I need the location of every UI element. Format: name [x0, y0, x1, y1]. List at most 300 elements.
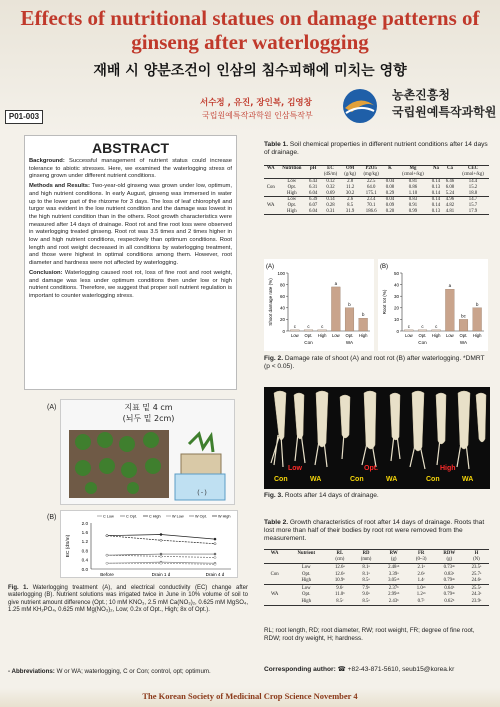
y-tick-label: 50 [393, 270, 399, 276]
t1-unit-cell: (dS/m) [320, 172, 341, 178]
roots-label-con-1: Con [274, 476, 288, 483]
y-tick-label: 80 [279, 282, 285, 288]
table-cell: 6.08 [445, 184, 455, 190]
poster-title-en: Effects of nutritional statues on damage patterns of ginseng after waterlogging [20, 6, 480, 54]
legend-label: W High [218, 514, 231, 519]
table-cell: 9.6ᶜ [327, 584, 352, 591]
t1-header-cell: pH [306, 166, 320, 172]
legend-label: W Opt. [195, 514, 207, 519]
table-row [264, 592, 489, 599]
table-cell: 1.10 [408, 190, 418, 196]
table1-caption-label: Table 1. [264, 141, 289, 148]
bar [404, 330, 413, 331]
table-cell: 6.43 [308, 178, 318, 184]
series-point [214, 553, 216, 555]
series-point [214, 563, 216, 565]
table-cell: 6.31 [308, 184, 318, 190]
table-cell: 2.37ᵇ [380, 584, 408, 591]
table-cell: 0.62ᵇ [435, 598, 464, 605]
fig1-panel-b-label: (B) [47, 514, 57, 521]
photo-label-rhizome: (뇌두 밑 2cm) [122, 414, 175, 423]
table-cell: 0.14 [431, 203, 441, 209]
y-axis-label: Root rot (%) [382, 289, 387, 315]
footer-text: The Korean Society of Medicinal Crop Science November 4 [142, 691, 358, 701]
waterlogging-photo [60, 399, 235, 505]
poster-header [0, 0, 500, 134]
x-tick-label: Low [404, 333, 413, 338]
table-cell: 23.4 [359, 196, 383, 202]
table-cell: 5.24 [445, 190, 455, 196]
significance-letter: b [475, 301, 479, 307]
t1-header-cell: OM [341, 166, 360, 172]
fig1-ec-chart [60, 510, 238, 578]
table-row [264, 564, 489, 571]
table-cell: 0.79ᵃᵇ [443, 592, 455, 598]
table-cell: 2.8 [347, 178, 354, 184]
abbreviations-label: - Abbreviations: [8, 668, 55, 675]
table-cell: High [301, 578, 312, 584]
table-cell: 186.6 [359, 208, 383, 214]
t1-header-cell: Nutrition [278, 166, 307, 172]
table-cell: 6.04 [308, 190, 318, 196]
table-cell: 8.5ᵃ [362, 578, 370, 584]
poster-footer [0, 688, 500, 707]
x-group-label: WA [459, 340, 468, 345]
table-cell: 1.2ᵃᵇ [416, 592, 426, 598]
table-cell: High [287, 190, 297, 196]
table1-caption [264, 141, 489, 157]
abbreviations [8, 668, 248, 675]
significance-letter: bc [461, 313, 466, 319]
series-point [106, 535, 108, 537]
table-cell: 0.32 [326, 184, 335, 190]
bar [331, 287, 340, 331]
series-point [160, 553, 162, 555]
table-cell: 22.5 [366, 178, 376, 184]
roots-label-wa-2: WA [386, 476, 398, 483]
t2-unit-cell: (0~3) [408, 557, 435, 564]
bar [290, 330, 299, 331]
table-cell: 8.5ᵃ [353, 598, 380, 605]
table-cell: 0.69 [326, 190, 335, 196]
t2-unit-cell: (g) [380, 557, 408, 564]
y-tick-label: 100 [277, 270, 285, 276]
y-tick-label: 20 [393, 305, 399, 311]
abstract-methods [29, 183, 232, 268]
series-point [160, 539, 162, 541]
table-cell: 0.81 [408, 178, 418, 184]
table-row [264, 598, 489, 605]
table-cell: 0.64ᵇ [435, 584, 464, 591]
t1-header-cell: WA [264, 166, 278, 172]
significance-letter: c [421, 323, 424, 329]
fig2-chart-a-svg [264, 259, 374, 351]
fig2-caption [264, 355, 489, 371]
t1-header-cell: K [383, 166, 397, 172]
series-point [106, 554, 108, 556]
y-tick-label: 30 [393, 294, 399, 299]
roots-label-con-3: Con [426, 476, 440, 483]
roots-label-high: High [440, 465, 456, 472]
abstract-background [29, 158, 232, 181]
fig2-caption-label: Fig. 2. [264, 355, 284, 362]
y-tick-label: 10 [393, 317, 399, 323]
t2-unit-cell: (cm) [327, 557, 352, 564]
t2-unit-cell: (mm) [353, 557, 380, 564]
bar [418, 330, 427, 331]
table-cell: 6.46 [445, 178, 455, 184]
bar [473, 308, 482, 331]
y-tick-label: 1.6 [81, 530, 88, 535]
table-cell: 0.12 [326, 178, 335, 184]
table-cell: 0.09 [385, 203, 395, 209]
table-cell: 0.73ᵃᵇ [443, 564, 455, 570]
x-tick-label: Opt. [418, 333, 427, 338]
abstract-conclusion-head: Conclusion: [29, 269, 63, 276]
t2-header-cell: RW [380, 550, 408, 557]
y-tick-label: 60 [279, 294, 285, 299]
t2-header-cell: H [464, 550, 489, 557]
fig1-caption-text: Waterlogging treatment (A), and electrical conductivity (EC) change after waterlogging (B). Nutrient solutions was irrigated twice in June in 10% volume of soil to give nutrient amount difference (Opt.; 10 mM KNO₃, 2.5 mM Ca(NO₃)₂, 0.625 mM MgSO₄, 1.25 mM KH₂PO₄, 0.625 mM Mg(NO₃)₂, Low; 0.2x of Opt., High; 8x of Opt.). [8, 585, 248, 613]
table-cell: 0.14 [429, 196, 443, 202]
x-tick-label: High [317, 333, 327, 338]
org-name-2: 국립원예특작과학원 [392, 105, 497, 119]
x-group-label: Con [304, 340, 313, 345]
poster-title-kr: 재배 시 양분조건이 인삼의 침수피해에 미치는 영향 [93, 63, 407, 79]
x-tick-label: Opt. [345, 333, 354, 338]
fig1-panel-a-label: (A) [47, 404, 57, 411]
table-cell: 2.43ᵇ [380, 598, 408, 605]
bar [359, 318, 368, 331]
table-cell: Opt. [302, 571, 311, 577]
table-cell [264, 208, 278, 214]
bar [304, 330, 313, 331]
significance-letter: c [293, 323, 296, 329]
table-cell: 0.20 [383, 208, 397, 214]
series-point [106, 562, 108, 564]
x-tick-label: Opt. [459, 333, 468, 338]
table-cell: 18.8 [468, 190, 478, 196]
y-tick-label: 0 [282, 328, 285, 334]
table-cell: 2.6 [341, 196, 360, 202]
x-tick-label: Low [290, 333, 299, 338]
affiliation: 국립원예특작과학원 인삼특작부 [202, 111, 313, 120]
abstract-background-text: Successful management of nutrient status could increase tolerance to abiotic stresses. Here, we examined the waterlogging stress of ginseng grown under different nutrient conditions. [29, 158, 232, 180]
table-cell: 175.1 [365, 190, 377, 196]
series-point [214, 543, 216, 545]
series-point [214, 556, 216, 558]
table-row [264, 577, 489, 584]
roots-label-wa-1: WA [310, 476, 322, 483]
x-group-label: WA [345, 340, 354, 345]
bar [318, 330, 327, 331]
table-cell: 8.5ᶜ [327, 598, 352, 605]
abstract-background-head: Background: [29, 158, 65, 164]
table-cell [264, 577, 285, 584]
table-cell: 0.79ᵃᵇ [443, 578, 455, 584]
t2-header-cell: WA [264, 550, 285, 557]
table-cell [264, 564, 285, 571]
series-point [160, 555, 162, 557]
abstract-methods-head: Methods and Results: [29, 183, 90, 190]
table-row [264, 208, 489, 214]
x-tick-label: Opt. [304, 333, 313, 338]
x-tick-label: High [472, 333, 482, 338]
table-cell: Opt. [287, 184, 297, 190]
table-cell: 10.9ᵇ [334, 578, 345, 584]
t2-header-cell: RD [353, 550, 380, 557]
table-cell: 9.0ᵃ [362, 592, 370, 598]
table-cell: 7.9ᵃ [353, 584, 380, 591]
bar [345, 308, 354, 331]
x-group-label: Con [418, 340, 427, 345]
significance-letter: a [334, 280, 338, 286]
significance-letter: c [435, 323, 438, 329]
t2-header-cell: RDW [435, 550, 464, 557]
x-tick-label: High [358, 333, 368, 338]
significance-letter: a [448, 283, 452, 289]
table-cell: 0.14 [320, 196, 341, 202]
t1-header-cell: CEC [457, 166, 489, 172]
table-cell: 12.6ᵃ [334, 564, 345, 570]
table2-note: RL; root length, RD; root diameter, RW; root weight, FR; degree of fine root, RDW; root dry weight, H; hardness. [264, 627, 475, 642]
table-cell: Con [270, 571, 279, 577]
fig2-chart-a [264, 259, 374, 351]
t1-unit-cell: (cmol+/kg) [457, 172, 489, 178]
table-cell: Opt. [287, 203, 297, 209]
fig2-chart-b-svg [378, 259, 488, 351]
t1-unit-cell: (mg/kg) [359, 172, 383, 178]
y-axis-label: Shoot damage rate (%) [268, 278, 273, 326]
table-row [264, 571, 489, 578]
table-cell: Opt. [302, 592, 311, 598]
table-cell: 30.2 [345, 190, 355, 196]
org-name-1: 농촌진흥청 [392, 88, 450, 102]
t2-header-cell: RL [327, 550, 352, 557]
fig2-caption-text: Damage rate of shoot (A) and root rot (B) after waterlogging. *DMRT (p < 0.05). [264, 355, 485, 370]
table-cell: 15.7 [468, 203, 478, 209]
table-cell: 24.3ᵃ [471, 592, 482, 598]
table-cell: 0.91 [408, 203, 418, 209]
t1-header-cell: Na [429, 166, 443, 172]
table-cell: Low [285, 584, 327, 591]
x-tick-label: Drain 1 d [151, 572, 171, 577]
table-cell: 0.83ᵃ [444, 571, 455, 577]
corresponding-author [264, 665, 494, 673]
table2-caption-label: Table 2. [264, 519, 289, 526]
t2-unit-cell: (N) [464, 557, 489, 564]
table-cell: 0.28 [326, 203, 335, 209]
abstract-section [24, 135, 237, 390]
roots-bottom-labels [264, 476, 490, 488]
poster-id-badge: P01-003 [5, 110, 43, 124]
table-cell: 0.7ᶜ [408, 598, 435, 605]
table-cell: 0.04 [383, 196, 397, 202]
table-cell: 0.86 [408, 184, 418, 190]
t1-header-cell: Mg [397, 166, 429, 172]
table-cell: 0.04 [385, 178, 395, 184]
abbreviations-text: W or WA; waterlogging, C or Con; control, opt; optimum. [54, 668, 211, 675]
table-cell: 31.9 [341, 208, 360, 214]
abstract-conclusion [29, 270, 232, 301]
t2-header-cell: FR [408, 550, 435, 557]
x-tick-label: Before [100, 572, 114, 577]
fig1-ec-chart-svg [61, 511, 239, 579]
table-row [264, 584, 489, 591]
panel-label: (A) [266, 264, 274, 270]
table-cell: 1.0ᵃᵇ [408, 584, 435, 591]
table-cell: 14.7 [457, 196, 489, 202]
table2-root-growth [264, 549, 489, 606]
t2-unit-cell: (g) [435, 557, 464, 564]
t2-unit-cell [285, 557, 327, 564]
table2-caption [264, 519, 489, 543]
table-cell: 12.6ᵃ [334, 571, 345, 577]
significance-letter: c [321, 323, 324, 329]
table1-caption-text: Soil chemical properties in different nutrient conditions after 14 days of drainage. [264, 141, 488, 156]
table-cell: 8.5 [347, 203, 354, 209]
table-cell: Low [287, 178, 297, 184]
roots-label-opt: Opt. [364, 465, 378, 472]
table-cell: 8.1ᵃ [362, 571, 370, 577]
contact-value: ☎ +82-43-871-5610, seub15@korea.kr [335, 666, 455, 673]
series-point [214, 538, 216, 540]
t2-unit-cell [264, 557, 285, 564]
t1-unit-cell: (g/kg) [341, 172, 360, 178]
table-cell: 4.96 [443, 196, 457, 202]
authors: 서수정 , 유진, 장인복, 김영창 [200, 98, 312, 108]
t1-unit-cell: (cmol+/kg) [397, 172, 429, 178]
table-cell: 17.9 [457, 208, 489, 214]
table-cell: 0.13 [431, 184, 441, 190]
table-cell: 23.9ᵃ [464, 598, 489, 605]
table-cell: 6.04 [306, 208, 320, 214]
table-cell: 11.2 [346, 184, 355, 190]
fig2-chart-b [378, 259, 488, 351]
table-cell: Con [266, 184, 275, 190]
table-cell: 3.05ᵃᵇ [388, 578, 400, 584]
table-cell: 24.6ᵃ [471, 578, 482, 584]
abstract-methods-text: Two-year-old ginseng was grown under low, optimum, and high nutrient conditions. In early August, ginseng was immersed in water up to the lower part of the rhizome for 3 days. The loss of leaf chlorophyll and turgor was evident in the low nutrient condition and the damage was lowest in the high nutrient condition than in the others. Root growth characteristics were measured after 14 days of drainage. Root rot and fine root loss were observed in waterlogging treated ginseng. Root rot was 3.5 times and 2 times higher in low and high nutrient conditions, respectively than optimum conditions. Root length and root weight decreased in all conditions by waterlogging treatment, and those were highest in optimal conditions among them. However, root diameter and hardness were not affected by waterlogging. [29, 183, 232, 267]
x-tick-label: Drain 4 d [205, 572, 225, 577]
abstract-conclusion-text: Waterlogging caused root rot, loss of fine root and root weight, and damage was less under optimum conditions then under low or high nutrient conditions. Therefore, we suggest that proper soil nutrient regulation is important to counter waterlogging stress. [29, 269, 232, 299]
table-cell: 8.1ᵃ [362, 564, 370, 570]
legend-label: C High [149, 514, 161, 519]
series-point [160, 562, 162, 564]
table-cell: 1.4ᶜ [417, 578, 425, 584]
table-cell: 0.08 [385, 184, 395, 190]
photo-label-minus: ( - ) [197, 490, 207, 496]
table-cell: 0.14 [431, 190, 441, 196]
roots-label-con-2: Con [350, 476, 364, 483]
table-cell: 11.0ᵇ [334, 592, 345, 598]
table-cell: 0.99 [397, 208, 429, 214]
bar [432, 330, 441, 331]
y-tick-label: 0.8 [81, 548, 88, 554]
table-cell: 2.99ᵃᵇ [388, 592, 400, 598]
bar [445, 289, 454, 331]
table-cell: 70.1 [366, 203, 376, 209]
table-cell: 0.29 [385, 190, 395, 196]
y-axis-label: EC (dS/m) [66, 534, 71, 558]
x-tick-label: High [431, 333, 441, 338]
table-cell: 3.39ᵃ [388, 571, 399, 577]
table-cell: 4.82 [445, 203, 455, 209]
table-cell: 6.07 [308, 203, 318, 209]
legend-label: C Low [103, 514, 114, 519]
table-cell: 0.31 [320, 208, 341, 214]
significance-letter: b [361, 312, 365, 318]
significance-letter: c [407, 323, 410, 329]
y-tick-label: 0 [396, 328, 399, 334]
fig3-caption-text: Roots after 14 days of drainage. [283, 492, 379, 499]
table-cell: 0.14 [431, 178, 441, 184]
table-cell: Low [301, 564, 311, 570]
table-cell [264, 584, 285, 591]
t1-header-cell: EC [320, 166, 341, 172]
y-tick-label: 2.0 [81, 520, 88, 526]
table-cell: WA [270, 592, 279, 598]
table-cell: 64.0 [366, 184, 376, 190]
legend-label: C Opt. [126, 514, 137, 519]
y-tick-label: 20 [279, 317, 285, 323]
table-cell: 25.7ᵃ [471, 571, 482, 577]
fig3-caption [264, 492, 489, 500]
table-cell: High [285, 598, 327, 605]
table-cell: 4.81 [443, 208, 457, 214]
legend-label: W Low [172, 514, 184, 519]
table-cell: 15.2 [468, 184, 478, 190]
table-cell: Low [278, 196, 307, 202]
y-tick-label: 40 [279, 305, 285, 311]
t2-header-cell: Nutrient [285, 550, 327, 557]
x-tick-label: Low [445, 333, 454, 338]
roots-photo [264, 387, 490, 489]
bar [459, 319, 468, 331]
table-cell: 2.1ᵃ [417, 564, 425, 570]
table-cell [264, 598, 285, 605]
table-cell: 14.4 [468, 178, 478, 184]
series-point [160, 533, 162, 535]
y-tick-label: 0.4 [81, 557, 88, 563]
table-cell: 0.13 [429, 208, 443, 214]
table-cell: High [278, 208, 307, 214]
fig1-caption [8, 585, 248, 614]
significance-letter: c [307, 323, 310, 329]
y-tick-label: 1.2 [81, 539, 88, 545]
fig3-caption-label: Fig. 3. [264, 492, 284, 499]
t1-header-cell: Ca [443, 166, 457, 172]
roots-label-low: Low [288, 465, 302, 472]
abstract-title: ABSTRACT [92, 140, 169, 156]
table2-caption-text: Growth characteristics of root after 14 days of drainage. Roots that lost more than half of their bodies by root rot were removed from the measurement. [264, 519, 485, 542]
y-tick-label: 40 [393, 282, 399, 288]
significance-letter: b [348, 301, 351, 307]
x-tick-label: Low [331, 333, 340, 338]
table-cell: 2.6ᵃ [417, 571, 425, 577]
table-cell: 25.5ᵃ [464, 584, 489, 591]
panel-label: (B) [380, 264, 388, 270]
t1-header-cell: P2O5 [359, 166, 383, 172]
table-cell: 23.5ᵃ [471, 564, 482, 570]
table-cell: 2.48ᵃᵇ [388, 564, 400, 570]
y-tick-label: 0.0 [81, 566, 88, 572]
fig1-caption-label: Fig. 1. [8, 585, 29, 591]
table-cell: 6.39 [306, 196, 320, 202]
photo-label-depth: 지표 밑 4 cm [124, 403, 173, 412]
table1-soil-properties [264, 165, 489, 215]
table-cell: 0.83 [397, 196, 429, 202]
